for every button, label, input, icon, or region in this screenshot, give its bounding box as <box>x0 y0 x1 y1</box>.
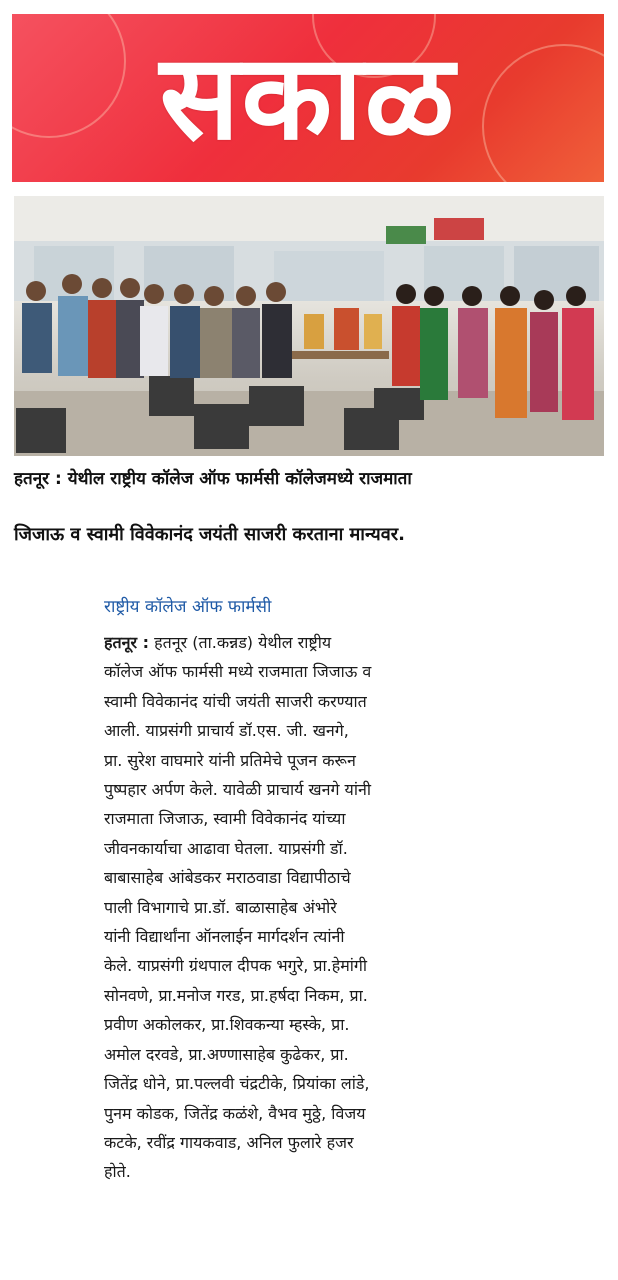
article-line: बाबासाहेब आंबेडकर मराठवाडा विद्यापीठाचे <box>104 868 351 888</box>
article-line: प्रवीण अकोलकर, प्रा.शिवकन्या म्हस्के, प्रा. <box>104 1015 350 1035</box>
photo-caption-line-1: हतनूर : येथील राष्ट्रीय कॉलेज ऑफ फार्मसी कॉलेजमध्ये राजमाता <box>14 469 412 489</box>
article-line: यांनी विद्यार्थांना ऑनलाईन मार्गदर्शन त्यांनी <box>104 927 345 947</box>
photo-caption-line-2: जिजाऊ व स्वामी विवेकानंद जयंती साजरी करताना मान्यवर. <box>14 524 405 545</box>
newspaper-masthead <box>12 14 604 182</box>
article-line: केले. याप्रसंगी ग्रंथपाल दीपक भगुरे, प्रा.हेमांगी <box>104 956 368 976</box>
article-heading: राष्ट्रीय कॉलेज ऑफ फार्मसी <box>104 597 272 617</box>
article-line-1 <box>104 628 480 657</box>
article-line: स्वामी विवेकानंद यांची जयंती साजरी करण्यात <box>104 691 367 711</box>
article-line: आली. याप्रसंगी प्राचार्य डॉ.एस. जी. खनगे, <box>104 721 349 741</box>
article-line-text: हतनूर (ता.कन्नड) येथील राष्ट्रीय <box>154 633 332 652</box>
article-line: कटके, रवींद्र गायकवाड, अनिल फुलारे हजर <box>104 1132 354 1152</box>
article-line: पुष्पहार अर्पण केले. यावेळी प्राचार्य खनगे यांनी <box>104 780 372 800</box>
article-line: जीवनकार्याचा आढावा घेतला. याप्रसंगी डॉ. <box>104 838 348 858</box>
article-dateline: हतनूर : <box>104 633 150 652</box>
article-line: होते. <box>104 1162 131 1182</box>
article-line: सोनवणे, प्रा.मनोज गरड, प्रा.हर्षदा निकम, प्रा. <box>104 985 368 1005</box>
article-line: पुनम कोडक, जितेंद्र कळंशे, वैभव मुठ्ठे, विजय <box>104 1103 366 1123</box>
news-photo <box>14 196 604 456</box>
article-body <box>104 628 480 1187</box>
masthead-title: सकाळ <box>159 28 457 166</box>
article-line: राजमाता जिजाऊ, स्वामी विवेकानंद यांच्या <box>104 809 346 829</box>
article-line: जितेंद्र धोने, प्रा.पल्लवी चंद्रटीके, प्रियांका लांडे, <box>104 1074 370 1094</box>
article-line: पाली विभागाचे प्रा.डॉ. बाळासाहेब अंभोरे <box>104 897 337 917</box>
article-line: अमोल दरवडे, प्रा.अण्णासाहेब कुढेकर, प्रा. <box>104 1044 349 1064</box>
group-photo-illustration <box>14 196 604 456</box>
article-line: प्रा. सुरेश वाघमारे यांनी प्रतिमेचे पूजन करून <box>104 750 356 770</box>
article-line: कॉलेज ऑफ फार्मसी मध्ये राजमाता जिजाऊ व <box>104 662 372 682</box>
